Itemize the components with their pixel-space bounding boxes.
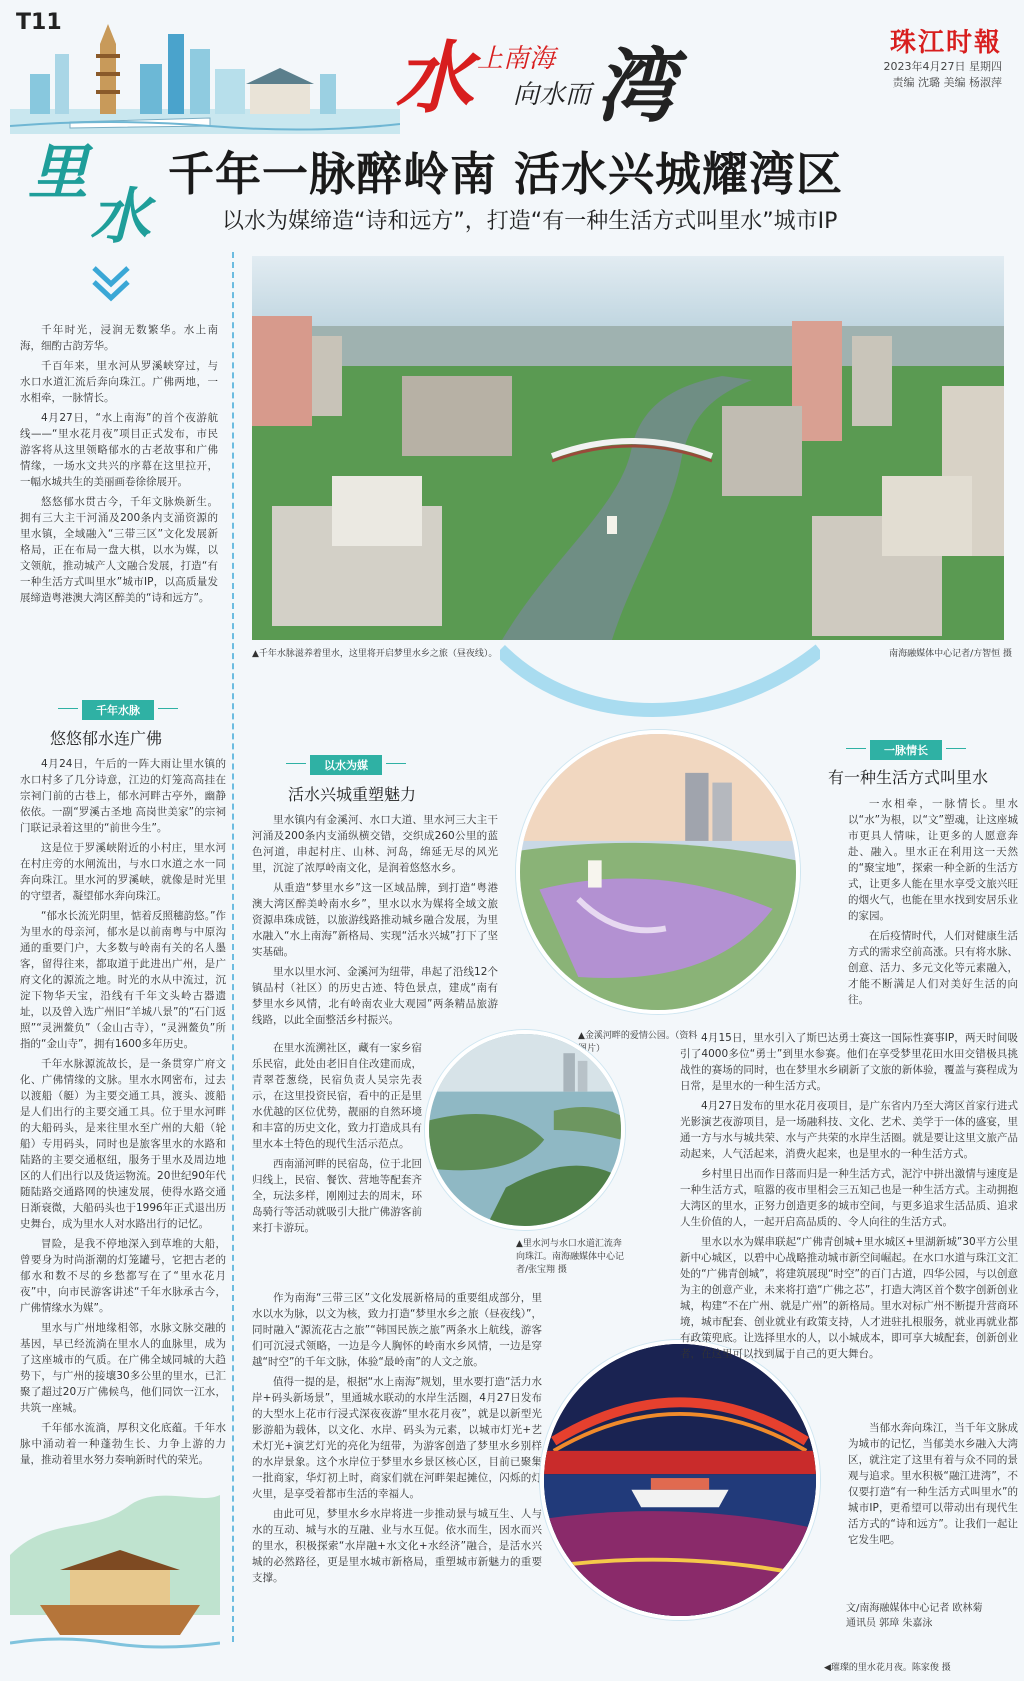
section-2-paragraph: 值得一提的是，根据“水上南海”规划，里水要打造“活力水岸+码头新场景”，里通城水联动的水岸生活圈，4月27日发布的大型水上花市行浸式深夜夜游“里水花月夜”，就是以新型光影游船为载体，以文化、水岸、码头为元素，以城市灯光+艺术灯光+演艺灯光的亮化为纽带，为游客创造了梦里水乡别样的水岸景象。这个水岸位于梦里水乡景区核心区，目前已聚集一批商家，华灯初上时，商家们就在河畔架起摊位，闪烁的灯火里，是享受着都市生活的幸福人。 <box>252 1376 542 1500</box>
intro-paragraph: 千年时光，浸润无数繁华。水上南海，细酌古韵芳华。 <box>20 324 218 352</box>
night-boat-caption: ◀璀璨的里水花月夜。陈家俊 摄 <box>824 1663 951 1673</box>
section-title-2: 活水兴城重塑魅力 <box>288 785 417 804</box>
section-2-paragraph: 从重造“梦里水乡”这一区域品牌，到打造“粤港澳大湾区醉美岭南水乡”，里水以水为媒将全域文旅资源串珠成链，以旅游线路推动城乡融合发展，为里水融入“水上南海”新格局、实现“活水兴城”打下了坚实基础。 <box>252 882 498 958</box>
section-title-1: 悠悠郁水连广佛 <box>50 729 163 748</box>
intro-paragraph: 悠悠郁水贯古今，千年文脉焕新生。拥有三大主干河涌及200条内支涌资源的里水镇，全域融入“三带三区”文化发展新格局，正在布局一盘大棋，以水为媒，以文领航，推动城产人文融合发展，打造“有一种生活方式叫里水”城市IP，以高质量发展缔造粤港澳大湾区醉美的“诗和远方”。 <box>20 496 218 604</box>
night-boat-photo <box>540 1340 820 1620</box>
section-2-paragraph: 西南涌河畔的民宿岛，位于北回归线上，民宿、餐饮、营地等配套齐全，玩法多样，刚刚过去的周末，环岛骑行等活动就吸引大批广佛游客前来打卡游玩。 <box>252 1158 422 1234</box>
section-1-paragraph: 千年水脉源流故长，是一条贯穿广府文化、广佛情缘的文脉。里水水网密布，过去以渡船（艇）为主要交通工具，渡头、渡船是人们出行的主要交通工具。位于里水河畔的大船码头，是来往里水至广州的大船（轮船）专用码头，同时也是旅客里水的水路和陆路的主要交通枢纽，服务于里水及周边地区的人们出行以及货运物流。20世纪90年代随陆路交通路网的快速发展，使得水路交通日渐衰微，大船码头也于1996年正式退出历史舞台，成为里水人对水路出行的记忆。 <box>20 1058 226 1230</box>
region-char-2: 水 <box>90 182 150 252</box>
section-2-text-b <box>252 1040 422 1240</box>
section-1-paragraph: 4月24日，午后的一阵大雨让里水镇的水口村多了几分诗意，江边的灯笼高高挂在宗祠门前的古巷上，郁水河畔古亭外，幽静依依。一副“罗溪古圣地 高岗世美家”的宗祠门联记录着这里的“前世今生”。 <box>20 758 226 834</box>
love-park-photo <box>516 730 800 1014</box>
section-3-text-b <box>680 1030 1018 1366</box>
main-headline: 千年一脉醉岭南 活水兴城耀湾区 <box>168 147 844 201</box>
section-3-paragraph: 4月15日，里水引入了斯巴达勇士赛这一国际性赛事IP，两天时间吸引了4000多位“勇士”到里水参赛。他们在享受梦里花田水田交错极具挑战性的赛场的同时，也在梦里水乡刷新了文旅的新体验，覆盖与赛程成为日常，是里水的一种生活方式。 <box>680 1032 1018 1092</box>
skyline-illustration <box>10 14 400 134</box>
section-2-paragraph: 里水以里水河、金溪河为纽带，串起了沿线12个镇品村（社区）的历史古迹、特色景点，建成“南有梦里水乡风情，北有岭南农业大观园”两条精品旅游线路，以此全面整活乡村振兴。 <box>252 966 498 1026</box>
section-1-paragraph: 冒险，是我不停地深入到草堆的大船，曾要身为时尚浙潮的灯笼罐号，它把古老的郁水和数不尽的乡愁都写在了“里水花月夜”中，向市民游客讲述“千年水脉承古今，广佛情缘水为媒”。 <box>20 1238 226 1314</box>
river-confluence-photo <box>425 1030 625 1230</box>
sub-headline: 以水为媒缔造“诗和远方”，打造“有一种生活方式叫里水”城市IP <box>222 209 838 234</box>
region-char-1: 里 <box>28 138 88 208</box>
issue-date: 2023年4月27日 星期四 <box>883 60 1002 73</box>
section-2-paragraph: 作为南海“三带三区”文化发展新格局的重要组成部分，里水以水为脉，以文为核，致力打造“梦里水乡之旅（昼夜线）”，同时融入“源流花古之旅”“韩国民族之旅”两条水上航线，游客们可沉浸式领略，一边是今人胸怀的岭南水乡风情，一边是穿越“时空”的千年文脉，体验“最岭南”的人文之旅。 <box>252 1292 542 1368</box>
section-3-paragraph: 乡村里日出而作日落而归是一种生活方式，泥泞中拼出激情与速度是一种生活方式，喧嚣的夜市里相会三五知己也是一种生活方式。主动拥抱大湾区的里水，正努力创造更多的城市空间，与更多追求生活品质、追求人生价值的人，一起开启高品质的、令人向往的生活方式。 <box>680 1168 1018 1228</box>
section-2-paragraph: 里水镇内有金溪河、水口大道、里水河三大主干河涌及200条内支涌纵横交错，交织成260公里的蓝色河道，串起村庄、山林、河岛，绵延无尽的风光里，沉淀了浓厚岭南文化，是润着悠悠水乡。 <box>252 814 498 874</box>
region-name-calligraphy <box>28 125 188 252</box>
section-tag-2: 以水为媒 <box>310 755 382 775</box>
river-confluence-caption: ▲里水河与水口水道汇流奔向珠江。南海融媒体中心记者/张宝翔 摄 <box>516 1239 625 1275</box>
section-tag-3: 一脉情长 <box>870 740 942 760</box>
section-2-text-c <box>252 1290 542 1590</box>
section-3-paragraph: 里水以水为媒串联起“广佛青创城+里水城区+里湖新城”30平方公里新中心城区，以碧中心战略推动城市新空间崛起。在水口水道与珠江文汇处的“广佛青创城”，将建筑展现“时空”的百门古道，四华公园，与以创意为主的创意产业，未来将打造“广佛之芯”，打造大湾区首个数字创新创业城，构建“不在广州、就是广州”的新格局。里水对标广州不断提升营商环境，城市配套、创业就业有政策支持，人才进驻扎根服务，就业再就业都有政策兜底。让选择里水的人，以小城成本，即可享大城配套，创新创业者，在这里可以找到属于自己的更大舞台。 <box>680 1236 1018 1360</box>
masthead-line-1: 上南海 <box>477 44 556 74</box>
section-3-paragraph: 一水相牵，一脉情长。里水以“水”为根，以“文”塑魂，让这座城市更具人情味，让更多的人愿意奔赴、融入。里水正在利用这一天然的“聚宝地”，探索一种全新的生活方式，让更多人能在里水享受文旅兴旺的烟火气，也能在里水找到安居乐业的家园。 <box>848 798 1018 922</box>
byline-reporter: 文/南海融媒体中心记者 欧林菊 <box>846 1603 983 1614</box>
masthead-char-water: 水 <box>395 33 474 124</box>
editor-credits: 责编 沈璐 美编 杨淑萍 <box>892 76 1002 89</box>
intro-paragraph: 4月27日，“水上南海”的首个夜游航线——“里水花月夜”项目正式发布，市民游客将从这里领略郁水的古老故事和广佛情缘，一场水文共兴的序幕在这里拉开，一幅水城共生的美丽画卷徐徐展开。 <box>20 412 218 488</box>
masthead-line-2: 向水而 <box>513 80 592 110</box>
intro-paragraph: 千百年来，里水河从罗溪峡穿过，与水口水道汇流后奔向珠江。广佛两地，一水相牵，一脉情长。 <box>20 360 218 404</box>
page-number: T11 <box>16 10 62 35</box>
masthead-char-bay: 湾 <box>595 39 675 133</box>
section-1-text <box>20 756 226 1472</box>
section-3-paragraph: 当郁水奔向珠江，当千年文脉成为城市的记忆，当郁美水乡融入大湾区，就注定了这里有着与众不同的景观与追求。里水积极“融江进湾”，不仅要打造“有一种生活方式叫里水”的城市IP，更希望可以带动出有现代生活方式的“诗和远方”。让我们一起让它发生吧。 <box>848 1422 1018 1546</box>
section-1-paragraph: 这是位于罗溪峡附近的小村庄，里水河在村庄旁的水闸流出，与水口水道之水一同奔向珠江。里水河的罗溪峡，就像是时光里的守望者，凝望郁水奔向珠江。 <box>20 842 226 902</box>
aerial-river-photo <box>252 256 1004 640</box>
love-park-caption: ▲金溪河畔的爱情公园。（资料图片） <box>578 1031 698 1054</box>
section-1-paragraph: “郁水长流光阴里，惦着反照穗韵悠。”作为里水的母亲河，郁水是以前南粤与中原沟通的重要门户，大多数与岭南有关的名人墨客，留得往来，都取道于此进出广州，是广府文化的源流之地。时光的水从中流过，沉淀下物华天宝，沿线有千年文头岭古器遗址，以及曾入选广州旧“羊城八景”的“石门返照”“灵洲鳌负”（金山古寺），“灵洲鳌负”所指的“金山寺”，拥有1600多年历史。 <box>20 910 226 1050</box>
byline-correspondent: 通讯员 郭璋 朱嘉泳 <box>846 1618 933 1629</box>
intro-text <box>20 322 218 610</box>
section-3-text-c <box>848 1420 1018 1552</box>
section-title-3: 有一种生活方式叫里水 <box>828 768 989 787</box>
newspaper-logo: 珠江时報 <box>889 28 1002 58</box>
section-3-paragraph: 4月27日发布的里水花月夜项目，是广东省内乃至大湾区首家行进式光影演艺夜游项目，是一场融科技、文化、艺术、美学于一体的盛宴，里通一方与水与城共荣、水与产共荣的水岸生活圈。就是要让这里文旅产品动起来，人气活起来，消费火起来，也是里水的一种生活方式。 <box>680 1100 1018 1160</box>
byline <box>846 1601 983 1631</box>
section-3-paragraph: 在后疫情时代，人们对健康生活方式的需求空前高涨。只有将水脉、创意、活力、多元文化等元素融入，才能不断满足人们对美好生活的向往。 <box>848 930 1018 1006</box>
masthead-title <box>395 8 695 133</box>
section-2-text-a <box>252 812 498 1032</box>
section-1-paragraph: 里水与广州地缘相邻，水脉文脉交融的基因，早已经流淌在里水人的血脉里，成为了这座城市的气质。在广佛全域同城的大趋势下，与广州的接壤30多公里的里水，已汇聚了超过20万广佛候鸟，他们同饮一江水，共筑一座城。 <box>20 1322 226 1414</box>
section-2-paragraph: 由此可见，梦里水乡水岸将进一步推动景与城互生、人与水的互动、城与水的互融、业与水互促。依水而生，因水而兴的里水，积极探索“水岸融+水文化+水经济”融合，是活水兴城的必然路径，更是里水城市新格局，重塑城市新魅力的重要支撑。 <box>252 1508 542 1584</box>
column-divider <box>232 252 234 1642</box>
chevron-down-icon <box>88 262 134 308</box>
section-2-paragraph: 在里水流溯社区，藏有一家乡宿乐民宿，此处由老旧自住改建而成，青翠苍葱绕，民宿负责人吴宗先表示，在这里投资民宿，看中的正是里水优越的区位优势，靓丽的自然环境和丰富的历史文化，致力打造成具有里水本土特色的现代生活示范点。 <box>252 1042 422 1150</box>
main-photo-credit: 南海融媒体中心记者/方智恒 摄 <box>889 649 1012 659</box>
section-3-text-a <box>848 796 1018 1012</box>
section-tag-1: 千年水脉 <box>82 700 154 720</box>
main-photo-caption: ▲千年水脉滋养着里水，这里将开启梦里水乡之旅（昼夜线）。 <box>252 649 498 659</box>
boat-illustration <box>10 1475 220 1665</box>
section-1-paragraph: 千年郁水流淌，厚积文化底蕴。千年水脉中涌动着一种蓬勃生长、力争上游的力量，推动着里水努力奏响新时代的荣光。 <box>20 1422 226 1466</box>
